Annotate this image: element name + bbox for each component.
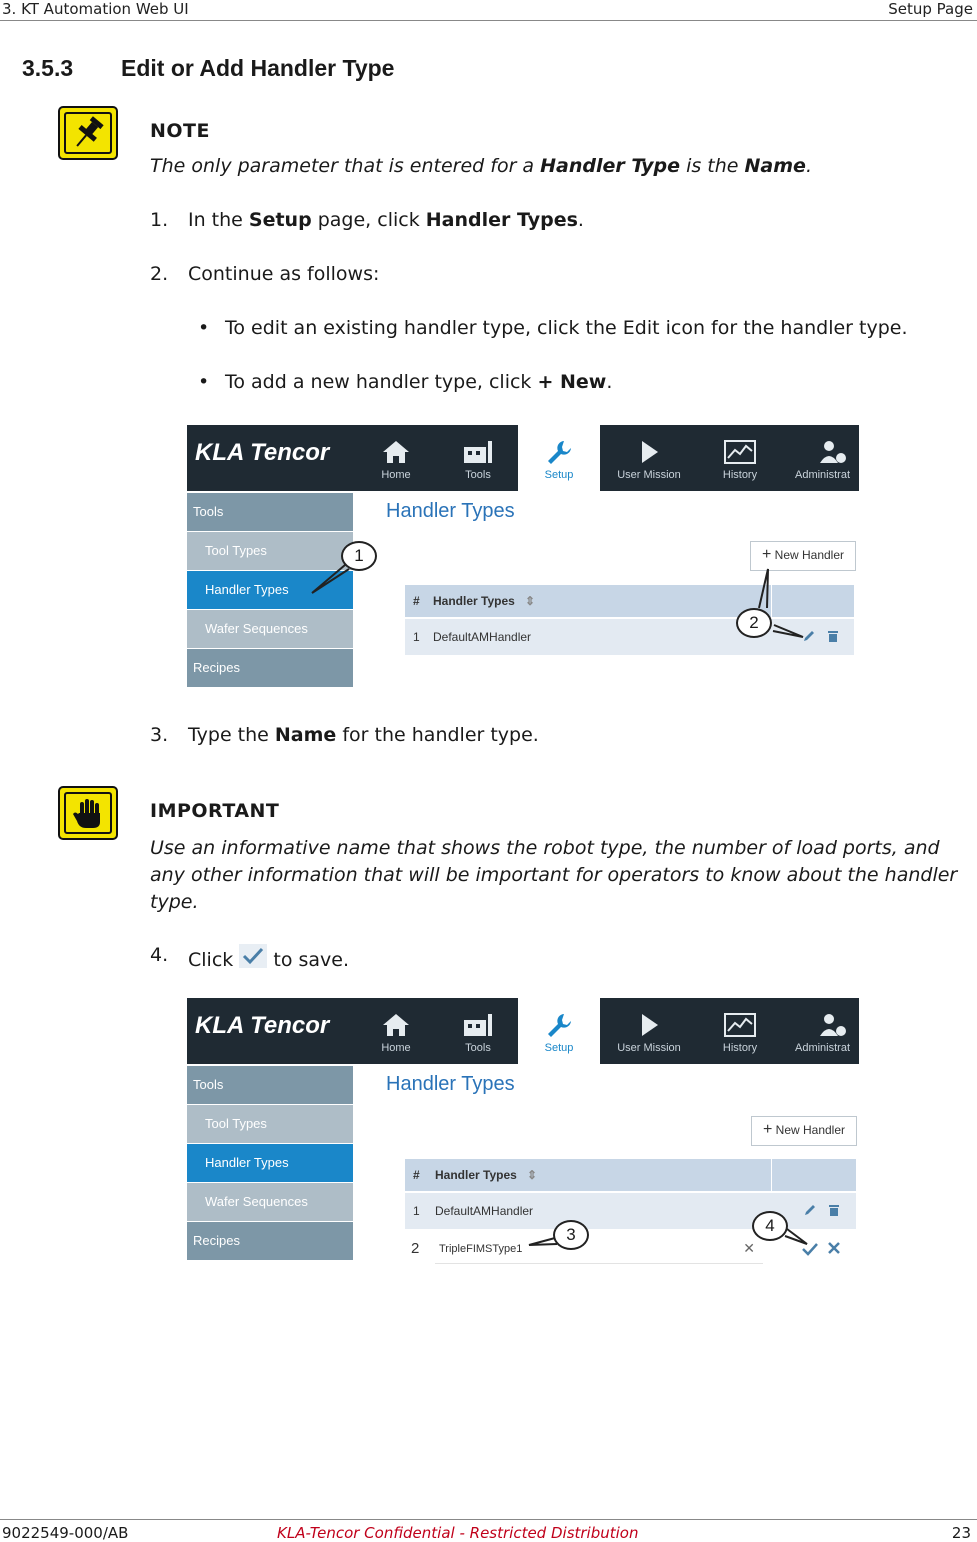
sort-icon[interactable]: ⇕ [525, 594, 536, 608]
confidentiality-notice: KLA-Tencor Confidential - Restricted Distribution [277, 1524, 639, 1542]
checkmark-icon [239, 944, 267, 968]
sidebar-item-handler-types[interactable]: Handler Types [187, 1144, 353, 1183]
nav-tab-user-mission[interactable]: User Mission [601, 998, 697, 1064]
important-label: IMPORTANT [150, 800, 280, 822]
header-rule [0, 20, 977, 21]
nav-tab-setup[interactable]: Setup [518, 998, 600, 1064]
nav-tab-setup[interactable]: Setup [518, 425, 600, 491]
callout-leaders [187, 998, 859, 1273]
step-1-text: In the Setup page, click Handler Types. [188, 209, 584, 231]
note-text: The only parameter that is entered for a Handler Type is the Name. [150, 155, 812, 177]
table-row: 1 DefaultAMHandler [405, 619, 854, 655]
nav-tab-home[interactable]: Home [355, 425, 437, 491]
screenshot-add-handler-type [187, 998, 859, 1273]
hand-stop-icon [58, 786, 118, 840]
nav-tab-history[interactable]: History [699, 425, 781, 491]
nav-tab-tools[interactable]: Tools [437, 998, 519, 1064]
column-header-handler-types[interactable]: Handler Types [435, 1168, 517, 1182]
bullet-edit-text: To edit an existing handler type, click the Edit icon for the handler type. [225, 317, 908, 339]
step-1-number: 1. [150, 209, 169, 231]
pushpin-icon [58, 106, 118, 160]
handler-types-table: # Handler Types ⇕ 1 DefaultAMHandler 2 TripleFIMSType1 ✕ [405, 1159, 856, 1269]
new-handler-button[interactable]: + New Handler [750, 541, 856, 571]
note-label: NOTE [150, 120, 210, 142]
sidebar-group-recipes[interactable]: Recipes [187, 1222, 353, 1261]
sidebar-group-tools[interactable]: Tools [187, 493, 353, 532]
bullet-icon: • [198, 371, 210, 393]
column-header-handler-types[interactable]: Handler Types [433, 594, 515, 608]
callout-4: 4 [752, 1211, 788, 1241]
page-title: Handler Types [386, 500, 515, 522]
page-number: 23 [951, 1524, 971, 1542]
new-handler-button[interactable]: + New Handler [751, 1116, 857, 1146]
running-header-left: 3. KT Automation Web UI [2, 0, 189, 18]
table-row-new: 2 TripleFIMSType1 ✕ [405, 1231, 856, 1267]
callout-leaders [187, 425, 859, 690]
sidebar-group-tools[interactable]: Tools [187, 1066, 353, 1105]
nav-tab-administration[interactable]: Administrat [789, 998, 859, 1064]
callout-3: 3 [553, 1220, 589, 1250]
sidebar-item-tool-types[interactable]: Tool Types [187, 532, 353, 571]
step-4-number: 4. [150, 944, 169, 966]
handler-types-table: # Handler Types ⇕ 1 DefaultAMHandler [405, 585, 854, 657]
footer-rule [0, 1519, 977, 1520]
app-logo: KLA Tencor [195, 439, 330, 466]
clear-icon[interactable]: ✕ [743, 1240, 755, 1256]
table-row: 1 DefaultAMHandler [405, 1193, 856, 1229]
nav-tab-user-mission[interactable]: User Mission [601, 425, 697, 491]
page-title: Handler Types [386, 1073, 515, 1095]
nav-tab-home[interactable]: Home [355, 998, 437, 1064]
sidebar-item-tool-types[interactable]: Tool Types [187, 1105, 353, 1144]
step-2-number: 2. [150, 263, 169, 285]
step-2-text: Continue as follows: [188, 263, 380, 285]
step-3-number: 3. [150, 724, 169, 746]
plus-icon: + [761, 546, 772, 563]
step-4-text: Click to save. [188, 944, 349, 971]
sidebar-item-handler-types[interactable]: Handler Types [187, 571, 353, 610]
plus-icon: + [762, 1121, 773, 1138]
sort-icon[interactable]: ⇕ [527, 1168, 538, 1182]
bullet-new-text: To add a new handler type, click + New. [225, 371, 613, 393]
sidebar-item-wafer-sequences[interactable]: Wafer Sequences [187, 1183, 353, 1222]
step-3-text: Type the Name for the handler type. [188, 724, 539, 746]
callout-2: 2 [736, 608, 772, 638]
running-header-right: Setup Page [888, 0, 973, 18]
nav-tab-history[interactable]: History [699, 998, 781, 1064]
screenshot-handler-types-list [187, 425, 859, 690]
document-number: 9022549-000/AB [2, 1524, 129, 1542]
callout-1: 1 [341, 541, 377, 571]
section-title: Edit or Add Handler Type [121, 55, 395, 81]
bullet-icon: • [198, 317, 210, 339]
sidebar-group-recipes[interactable]: Recipes [187, 649, 353, 688]
nav-tab-tools[interactable]: Tools [437, 425, 519, 491]
handler-name-input[interactable]: TripleFIMSType1 ✕ [435, 1235, 763, 1264]
nav-tab-administration[interactable]: Administrat [789, 425, 859, 491]
section-number: 3.5.3 [22, 55, 74, 81]
important-text: Use an informative name that shows the robot type, the number of load ports, and any other information that will be important for operators to know about the handler type. [150, 837, 958, 913]
app-logo: KLA Tencor [195, 1012, 330, 1039]
sidebar-item-wafer-sequences[interactable]: Wafer Sequences [187, 610, 353, 649]
